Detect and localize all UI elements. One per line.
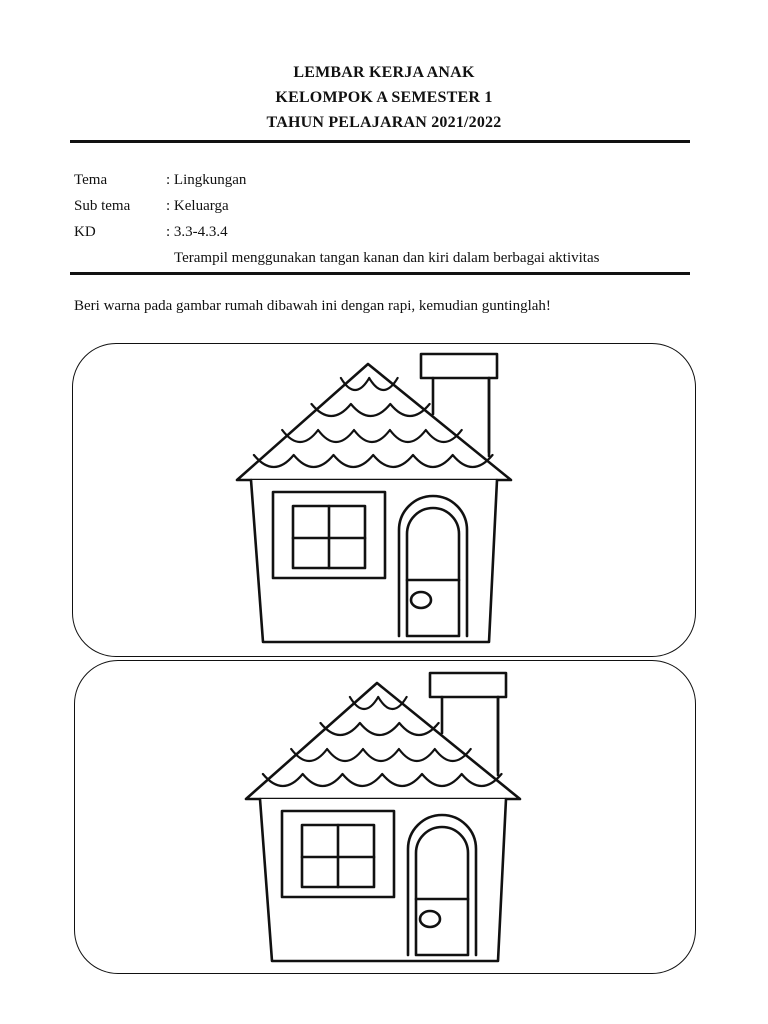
divider-top — [70, 140, 690, 143]
kd-label: KD — [74, 224, 96, 240]
divider-bottom — [70, 272, 690, 275]
instruction-text: Beri warna pada gambar rumah dibawah ini dengan rapi, kemudian guntinglah! — [74, 298, 551, 314]
roof-outline — [237, 364, 511, 480]
header-title: LEMBAR KERJA ANAK — [293, 64, 475, 81]
tema-value: : Lingkungan — [166, 172, 247, 188]
header-year: TAHUN PELAJARAN 2021/2022 — [266, 114, 502, 131]
header-group: KELOMPOK A SEMESTER 1 — [275, 89, 493, 106]
chimney-cap — [421, 354, 497, 378]
house-card-2 — [74, 660, 696, 974]
worksheet-header — [0, 60, 768, 135]
house-icon — [231, 352, 521, 652]
house-icon — [240, 671, 530, 971]
tema-label: Tema — [74, 172, 108, 188]
kd-description: Terampil menggunakan tangan kanan dan kiri dalam berbagai aktivitas — [174, 250, 600, 266]
roof-outline — [246, 683, 520, 799]
chimney-cap — [430, 673, 506, 697]
subtema-label: Sub tema — [74, 198, 131, 214]
subtema-value: : Keluarga — [166, 198, 229, 214]
kd-value: : 3.3-4.3.4 — [166, 224, 228, 240]
house-card-1 — [72, 343, 696, 657]
